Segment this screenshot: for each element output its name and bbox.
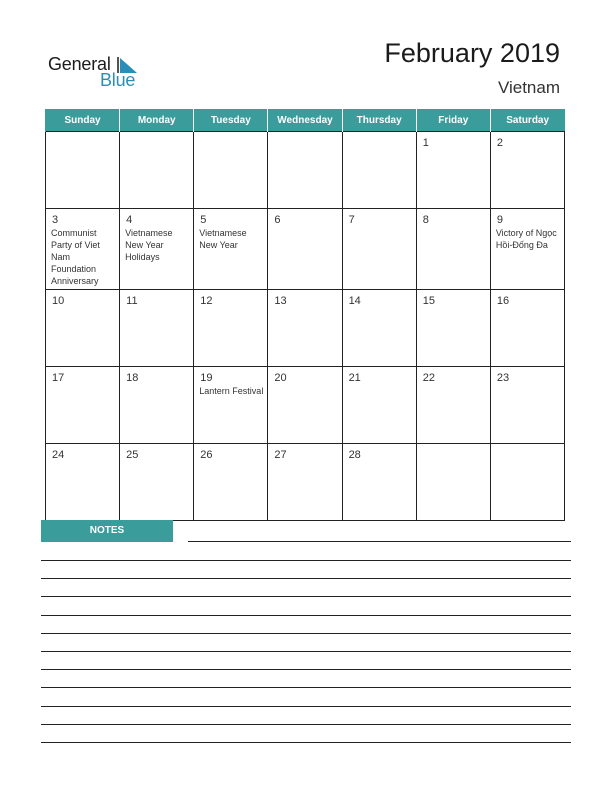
day-cell	[46, 290, 120, 367]
day-cell	[490, 209, 564, 290]
notes-line	[41, 578, 571, 579]
day-cell	[342, 367, 416, 444]
day-number: 2	[496, 137, 503, 149]
holiday-event: Communist Party of Viet Nam Foundation Anniversary	[51, 228, 100, 286]
day-cell	[416, 209, 490, 290]
day-number: 28	[348, 449, 361, 461]
month-title: February 2019	[384, 38, 560, 68]
day-cell	[268, 444, 342, 521]
notes-line	[41, 669, 571, 670]
day-cell	[268, 209, 342, 290]
day-number: 11	[126, 295, 138, 307]
day-number: 21	[348, 372, 361, 384]
day-cell	[416, 290, 490, 367]
day-cell	[120, 444, 194, 521]
day-number: 13	[274, 295, 287, 307]
day-number: 20	[274, 372, 287, 384]
day-cell	[416, 444, 490, 521]
day-cell	[120, 367, 194, 444]
notes-line	[41, 633, 571, 634]
day-cell	[194, 290, 268, 367]
notes-line	[188, 541, 571, 542]
day-cell	[416, 132, 490, 209]
day-cell	[46, 132, 120, 209]
day-cell	[46, 367, 120, 444]
day-number: 10	[52, 295, 65, 307]
week-row	[46, 367, 565, 444]
notes-line	[41, 615, 571, 616]
weekday-header: Tuesday	[194, 109, 268, 132]
day-cell	[342, 444, 416, 521]
weekday-header: Sunday	[46, 109, 120, 132]
holiday-event: Lantern Festival	[199, 386, 264, 396]
day-cell	[490, 367, 564, 444]
logo	[48, 54, 158, 94]
day-number: 1	[422, 137, 429, 149]
day-cell	[342, 290, 416, 367]
day-cell	[416, 367, 490, 444]
day-number: 25	[126, 449, 139, 461]
weekday-header: Saturday	[490, 109, 564, 132]
day-cell	[268, 132, 342, 209]
day-cell	[490, 444, 564, 521]
weekday-header: Monday	[120, 109, 194, 132]
day-cell	[120, 132, 194, 209]
day-number: 26	[200, 449, 213, 461]
day-number: 7	[348, 214, 355, 226]
logo-text-blue: Blue	[100, 70, 136, 90]
day-number: 23	[496, 372, 510, 384]
day-cell	[268, 290, 342, 367]
day-cell	[268, 367, 342, 444]
day-cell	[194, 367, 268, 444]
day-number: 17	[52, 372, 65, 384]
day-number: 6	[274, 214, 281, 226]
country-name: Vietnam	[497, 78, 560, 97]
week-row	[46, 290, 565, 367]
day-number: 5	[200, 214, 207, 226]
day-number: 8	[422, 214, 429, 226]
weekday-header: Wednesday	[268, 109, 342, 132]
day-number: 14	[348, 295, 361, 307]
day-cell	[194, 444, 268, 521]
day-cell	[342, 209, 416, 290]
holiday-event: Vietnamese New Year Holidays	[125, 228, 173, 262]
notes-line	[41, 706, 571, 707]
day-cell	[194, 132, 268, 209]
holiday-event: Vietnamese New Year	[199, 228, 247, 250]
day-cell	[490, 132, 564, 209]
holiday-event: Victory of Ngọc Hồi-Đống Đa	[495, 228, 557, 250]
week-row	[46, 132, 565, 209]
notes-line	[41, 651, 571, 652]
notes-label: NOTES	[41, 520, 173, 542]
day-cell	[490, 290, 564, 367]
calendar-grid	[45, 109, 565, 521]
calendar-body	[46, 132, 565, 521]
notes-line	[41, 687, 571, 688]
notes-line	[41, 742, 571, 743]
day-cell	[194, 209, 268, 290]
day-number: 19	[200, 372, 213, 384]
day-cell	[46, 444, 120, 521]
weekday-header: Friday	[416, 109, 490, 132]
logo-text-general: General	[48, 54, 111, 74]
day-number: 12	[200, 295, 213, 307]
day-number: 3	[52, 214, 59, 226]
weekday-header-row	[46, 109, 565, 132]
weekday-header: Thursday	[342, 109, 416, 132]
notes-line	[41, 560, 571, 561]
day-number: 9	[496, 214, 503, 226]
day-number: 16	[496, 295, 510, 307]
day-cell	[120, 290, 194, 367]
day-number: 22	[422, 372, 435, 384]
week-row	[46, 209, 565, 290]
day-number: 24	[52, 449, 65, 461]
day-number: 18	[126, 372, 139, 384]
notes-line	[41, 724, 571, 725]
day-number: 15	[422, 295, 435, 307]
day-cell	[342, 132, 416, 209]
day-number: 4	[126, 214, 133, 226]
week-row	[46, 444, 565, 521]
day-number: 27	[274, 449, 287, 461]
notes-line	[41, 596, 571, 597]
day-cell	[120, 209, 194, 290]
day-cell	[46, 209, 120, 290]
